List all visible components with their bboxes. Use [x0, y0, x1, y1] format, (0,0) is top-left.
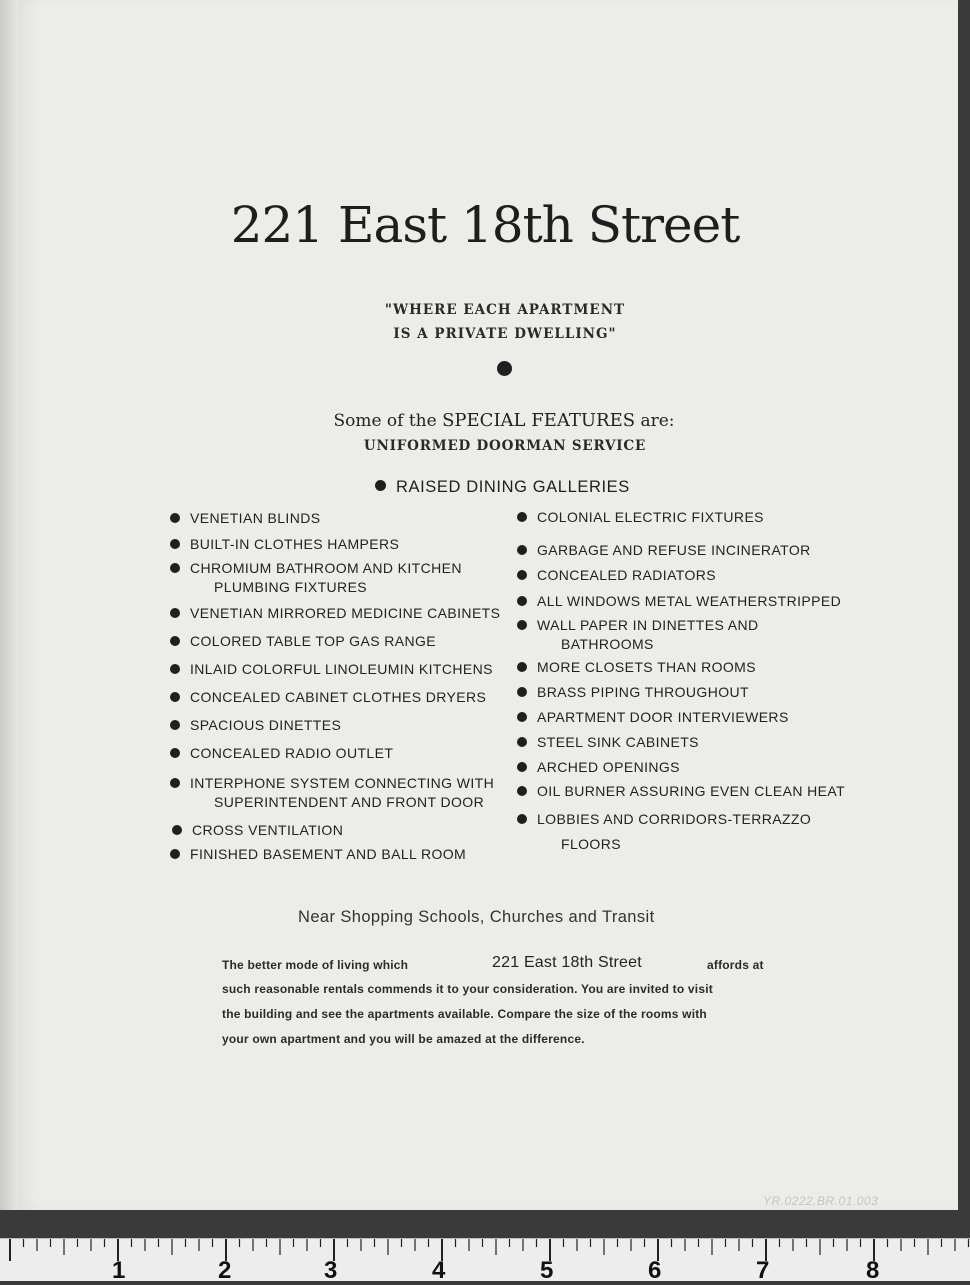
feature-label: LOBBIES AND CORRIDORS-TERRAZZO — [537, 811, 812, 827]
ruler-number: 6 — [648, 1257, 662, 1284]
paragraph-text: The better mode of living which — [222, 958, 409, 972]
ruler-number: 7 — [756, 1257, 770, 1284]
feature-label: VENETIAN MIRRORED MEDICINE CABINETS — [190, 605, 501, 621]
closing-paragraph-line-3: the building and see the apartments available. Compare the size of the rooms with — [222, 1007, 707, 1021]
divider-bullet — [497, 361, 512, 376]
bullet-icon — [517, 512, 527, 522]
bullet-icon — [517, 620, 527, 630]
feature-item — [170, 744, 393, 763]
feature-item — [517, 592, 841, 611]
bullet-icon — [517, 596, 527, 606]
bullet-icon — [170, 692, 180, 702]
feature-item — [170, 660, 493, 679]
feature-item — [517, 658, 756, 677]
feature-label: BUILT-IN CLOTHES HAMPERS — [190, 536, 400, 552]
feature-item — [517, 807, 811, 857]
bullet-icon — [170, 563, 180, 573]
bullet-icon — [517, 737, 527, 747]
feature-item — [170, 604, 500, 623]
feature-item — [517, 708, 789, 727]
closing-paragraph-line-2: such reasonable rentals commends it to your consideration. You are invited to visit — [222, 982, 713, 996]
intro-prefix: Some of the — [333, 411, 437, 431]
ruler-number: 4 — [432, 1257, 446, 1284]
intro-suffix: are: — [640, 411, 675, 431]
feature-label: CONCEALED RADIATORS — [537, 567, 717, 583]
feature-item — [170, 716, 341, 735]
feature-item — [517, 508, 764, 527]
feature-item — [170, 688, 486, 707]
bullet-icon — [170, 539, 180, 549]
paragraph-text: affords at — [707, 958, 764, 972]
feature-item — [517, 566, 716, 585]
features-intro — [0, 410, 970, 431]
feature-label: CONCEALED CABINET CLOTHES DRYERS — [190, 689, 487, 705]
bullet-icon — [170, 849, 180, 859]
bullet-icon — [517, 762, 527, 772]
bullet-icon — [170, 720, 180, 730]
bullet-icon — [375, 480, 386, 491]
bullet-icon — [517, 570, 527, 580]
motto-line-2: IS A PRIVATE DWELLING" — [393, 326, 617, 342]
page-edge-shadow — [0, 0, 18, 1210]
feature-label: OIL BURNER ASSURING EVEN CLEAN HEAT — [537, 783, 846, 799]
bullet-icon — [170, 778, 180, 788]
feature-label: INTERPHONE SYSTEM CONNECTING WITH — [190, 775, 495, 791]
feature-label: COLORED TABLE TOP GAS RANGE — [190, 633, 437, 649]
intro-emphasis: SPECIAL FEATURES — [442, 410, 636, 431]
feature-item — [172, 821, 343, 840]
bullet-icon — [170, 664, 180, 674]
feature-label: ALL WINDOWS METAL WEATHERSTRIPPED — [537, 593, 842, 609]
feature-label: BRASS PIPING THROUGHOUT — [537, 684, 749, 700]
feature-label: APARTMENT DOOR INTERVIEWERS — [537, 709, 789, 725]
bullet-icon — [517, 712, 527, 722]
feature-item — [170, 559, 462, 597]
bullet-icon — [517, 687, 527, 697]
bullet-icon — [517, 786, 527, 796]
feature-label: STEEL SINK CABINETS — [537, 734, 699, 750]
ruler-number: 5 — [540, 1257, 554, 1284]
bullet-icon — [517, 814, 527, 824]
bullet-icon — [170, 513, 180, 523]
feature-item — [517, 782, 845, 801]
feature-label: CONCEALED RADIO OUTLET — [190, 745, 394, 761]
page-title: 221 East 18th Street — [230, 196, 740, 254]
feature-item — [517, 758, 680, 777]
feature-item — [170, 845, 466, 864]
raised-dining-feature — [375, 478, 630, 497]
feature-label: INLAID COLORFUL LINOLEUMIN KITCHENS — [190, 661, 493, 677]
feature-label: CHROMIUM BATHROOM AND KITCHEN — [190, 560, 462, 576]
feature-item — [170, 509, 320, 528]
ruler-ticks — [0, 1239, 970, 1281]
ruler-number: 8 — [866, 1257, 880, 1284]
feature-label-continued: SUPERINTENDENT AND FRONT DOOR — [214, 794, 485, 810]
features-subheading: UNIFORMED DOORMAN SERVICE — [363, 438, 647, 454]
catalog-number: YR.0222.BR.01.003 — [763, 1194, 879, 1208]
bullet-icon — [517, 662, 527, 672]
feature-label-continued: FLOORS — [561, 836, 621, 852]
closing-paragraph-line-1 — [222, 954, 777, 972]
feature-label: CROSS VENTILATION — [192, 822, 344, 838]
feature-label: GARBAGE AND REFUSE INCINERATOR — [537, 542, 811, 558]
feature-item — [517, 733, 699, 752]
feature-label: WALL PAPER IN DINETTES AND — [537, 617, 759, 633]
feature-item — [170, 774, 494, 812]
ruler-number: 3 — [324, 1257, 338, 1284]
feature-label: FINISHED BASEMENT AND BALL ROOM — [190, 846, 467, 862]
bullet-icon — [170, 636, 180, 646]
measurement-ruler — [0, 1238, 970, 1284]
feature-label-continued: BATHROOMS — [561, 636, 654, 652]
ruler-number: 2 — [218, 1257, 232, 1284]
bullet-icon — [170, 608, 180, 618]
closing-paragraph-line-4: your own apartment and you will be amazed at the difference. — [222, 1032, 585, 1046]
raised-dining-label: RAISED DINING GALLERIES — [396, 478, 630, 496]
motto-line-1: "WHERE EACH APARTMENT — [384, 302, 626, 318]
feature-item — [517, 683, 749, 702]
feature-label: ARCHED OPENINGS — [537, 759, 680, 775]
feature-label: SPACIOUS DINETTES — [190, 717, 342, 733]
feature-label: VENETIAN BLINDS — [190, 510, 321, 526]
location-note: Near Shopping Schools, Churches and Transit — [298, 908, 655, 926]
bullet-icon — [517, 545, 527, 555]
feature-label-continued: PLUMBING FIXTURES — [214, 579, 368, 595]
feature-item — [517, 616, 758, 654]
bullet-icon — [170, 748, 180, 758]
feature-item — [170, 535, 399, 554]
paragraph-address: 221 East 18th Street — [492, 954, 642, 971]
feature-label: MORE CLOSETS THAN ROOMS — [537, 659, 756, 675]
feature-item — [170, 632, 436, 651]
feature-label: COLONIAL ELECTRIC FIXTURES — [537, 509, 764, 525]
feature-item — [517, 541, 811, 560]
bullet-icon — [172, 825, 182, 835]
ruler-number: 1 — [112, 1257, 126, 1284]
